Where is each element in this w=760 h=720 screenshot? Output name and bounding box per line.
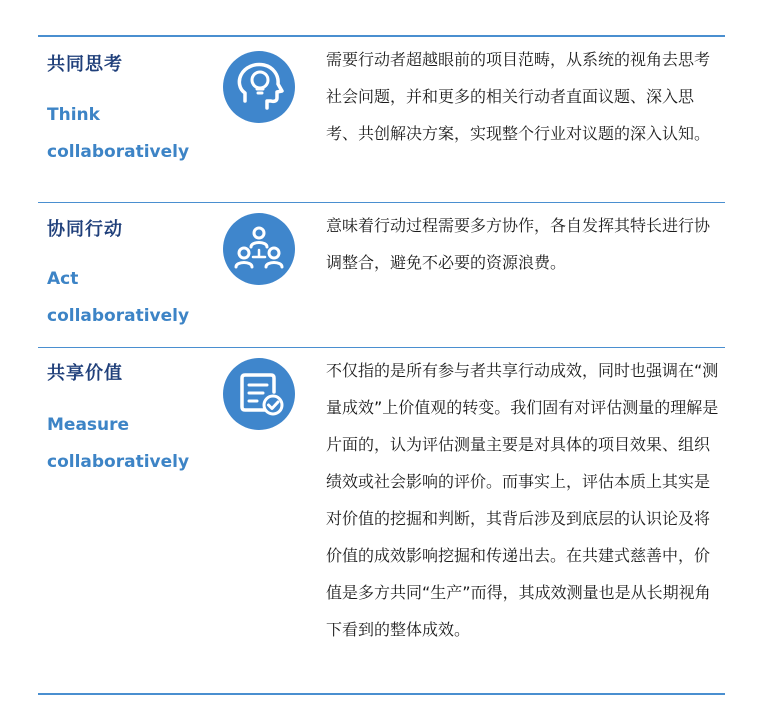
team-collaboration-icon [223,213,295,285]
bottom-rule [38,693,725,695]
head-lightbulb-icon [223,51,295,123]
row-title-en-line2: collaboratively [47,306,190,326]
row-title-en-line1: Act [47,269,79,289]
row-title-cn: 协同行动 [47,219,123,240]
row-title-cn: 共同思考 [47,54,123,75]
row-title-cn: 共享价值 [47,363,123,384]
row-description: 意味着行动过程需要多方协作，各自发挥其特长进行协调整合，避免不必要的资源浪费。 [326,216,711,272]
table-row [38,203,725,347]
row-description: 需要行动者超越眼前的项目范畴，从系统的视角去思考社会问题，并和更多的相关行动者直面议题、深入思考、共创解决方案，实现整个行业对议题的深入认知。 [326,50,711,143]
table-row [38,348,725,693]
row-description: 不仅指的是所有参与者共享行动成效，同时也强调在“测量成效”上价值观的转变。我们固有对评估测量的理解是片面的，认为评估测量主要是对具体的项目效果、组织绩效或社会影响的评价。而事实上，评估本质上其实是对价值的挖掘和判断，其背后涉及到底层的认识论及将价值的成效影响挖掘和传递出去。在共建式慈善中，价值是多方共同“生产”而得，其成效测量也是从长期视角下看到的整体成效。 [326,361,719,639]
row-title-en-line2: collaboratively [47,142,190,162]
row-title-en-line1: Measure [47,415,130,435]
row-title-en-line2: collaboratively [47,452,190,472]
row-title-en-line1: Think [47,105,100,125]
document-check-icon [223,358,295,430]
table-row [38,37,725,202]
